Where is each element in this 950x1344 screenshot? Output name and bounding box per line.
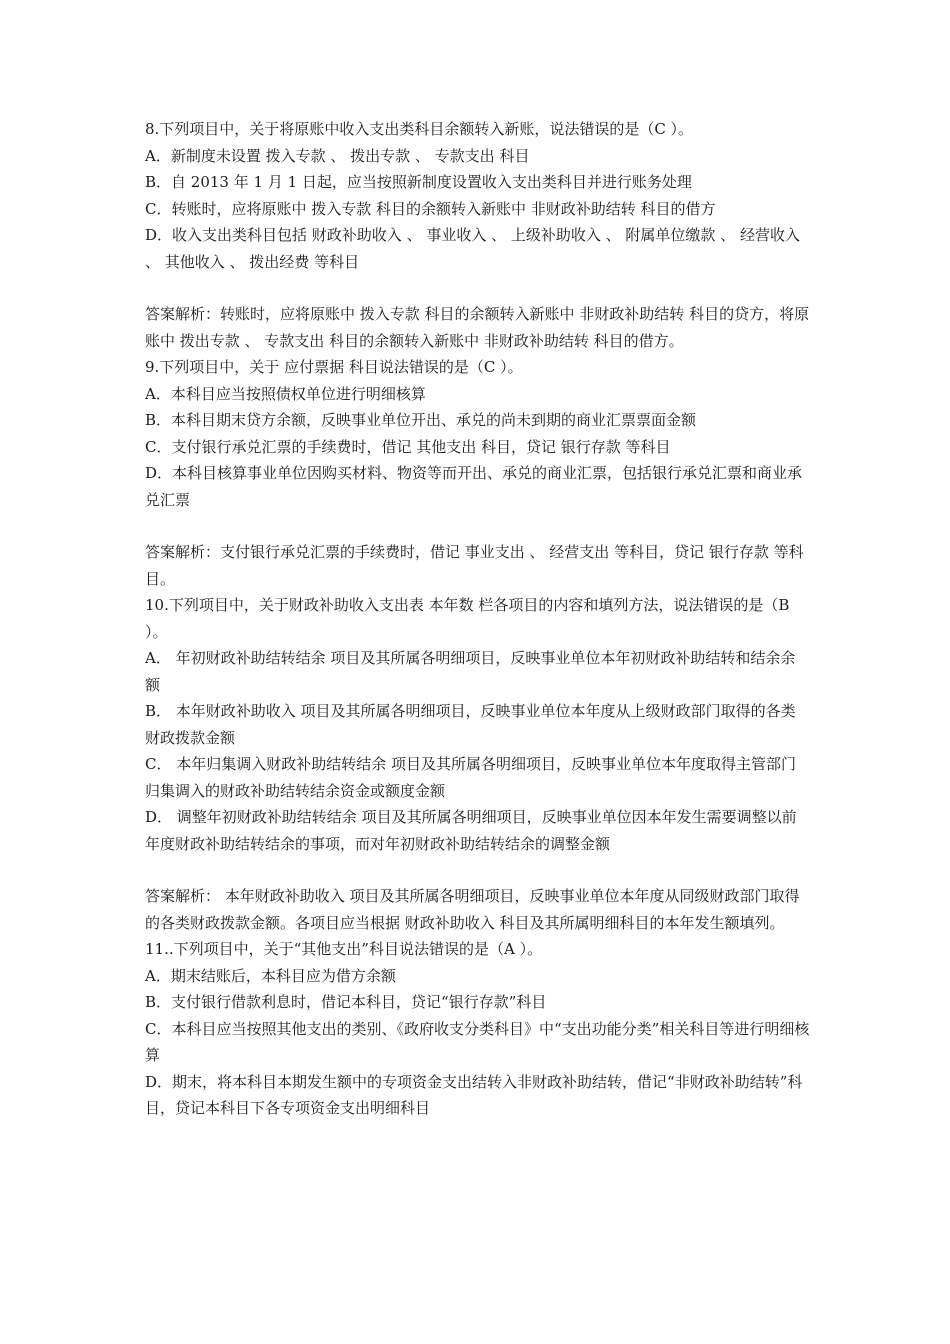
question-11 (145, 936, 810, 1122)
answer-analysis: 答案解析：支付银行承兑汇票的手续费时，借记 事业支出 、 经营支出 等科目，贷记 银行存款 等科目。 (145, 543, 804, 588)
option-a: A．新制度未设置 拨入专款 、 拨出专款 、 专款支出 科目 (145, 146, 530, 165)
option-b: B．支付银行借款利息时，借记本科目，贷记“银行存款”科目 (145, 993, 547, 1011)
spacer (145, 275, 810, 301)
question-stem: 10.下列项目中，关于财政补助收入支出表 本年数 栏各项目的内容和填列方法，说法错误的是（B ）。 (145, 596, 790, 641)
option-d: D．期末，将本科目本期发生额中的专项资金支出结转入非财政补助结转，借记“非财政补助结转”科目，贷记本科目下各专项资金支出明细科目 (145, 1072, 803, 1117)
option-c: C．本科目应当按照其他支出的类别、《政府收支分类科目》中“支出功能分类”相关科目等进行明细核算 (145, 1019, 810, 1064)
option-b: B．本科目期末贷方余额，反映事业单位开出、承兑的尚未到期的商业汇票票面金额 (145, 411, 697, 429)
option-d: D．收入支出类科目包括 财政补助收入 、 事业收入 、 上级补助收入 、 附属单位缴款 、 经营收入 、 其他收入 、 拨出经费 等科目 (145, 226, 800, 271)
document-body (145, 116, 810, 1122)
option-c: C．转账时，应将原账中 拨入专款 科目的余额转入新账中 非财政补助结转 科目的借方 (145, 199, 716, 218)
question-stem: 9.下列项目中，关于 应付票据 科目说法错误的是（C ）。 (145, 358, 523, 376)
question-10 (145, 592, 810, 936)
option-b: B． 本年财政补助收入 项目及其所属各明细项目，反映事业单位本年度从上级财政部门取得的各类财政拨款金额 (145, 702, 796, 747)
option-a: A．本科目应当按照债权单位进行明细核算 (145, 384, 426, 403)
spacer (145, 857, 810, 883)
option-c: C． 本年归集调入财政补助结转结余 项目及其所属各明细项目，反映事业单位本年度取得主管部门归集调入的财政补助结转结余资金或额度金额 (145, 755, 797, 800)
question-9 (145, 354, 810, 592)
option-b: B．自 2013 年 1 月 1 日起，应当按照新制度设置收入支出类科目并进行账务处理 (145, 173, 692, 191)
option-a: A． 年初财政补助结转结余 项目及其所属各明细项目，反映事业单位本年初财政补助结转和结余余额 (145, 649, 796, 694)
option-c: C．支付银行承兑汇票的手续费时，借记 其他支出 科目，贷记 银行存款 等科目 (145, 437, 671, 456)
answer-analysis: 答案解析：转账时，应将原账中 拨入专款 科目的余额转入新账中 非财政补助结转 科目的贷方，将原账中 拨出专款 、 专款支出 科目的余额转入新账中 非财政补助结转 科目的借方。 (145, 305, 810, 350)
answer-analysis: 答案解析： 本年财政补助收入 项目及其所属各明细项目，反映事业单位本年度从同级财政部门取得的各类财政拨款金额。各项目应当根据 财政补助收入 科目及其所属明细科目的本年发生额填列。 (145, 887, 800, 932)
option-a: A．期末结账后，本科目应为借方余额 (145, 966, 396, 985)
option-d: D．本科目核算事业单位因购买材料、物资等而开出、承兑的商业汇票，包括银行承兑汇票和商业承兑汇票 (145, 464, 803, 509)
question-stem: 8.下列项目中，关于将原账中收入支出类科目余额转入新账，说法错误的是（C ）。 (145, 120, 694, 138)
question-8 (145, 116, 810, 354)
question-stem: 11..下列项目中，关于“其他支出”科目说法错误的是（A ）。 (145, 940, 543, 958)
option-d: D． 调整年初财政补助结转结余 项目及其所属各明细项目，反映事业单位因本年发生需要调整以前年度财政补助结转结余的事项，而对年初财政补助结转结余的调整金额 (145, 808, 797, 853)
spacer (145, 513, 810, 539)
